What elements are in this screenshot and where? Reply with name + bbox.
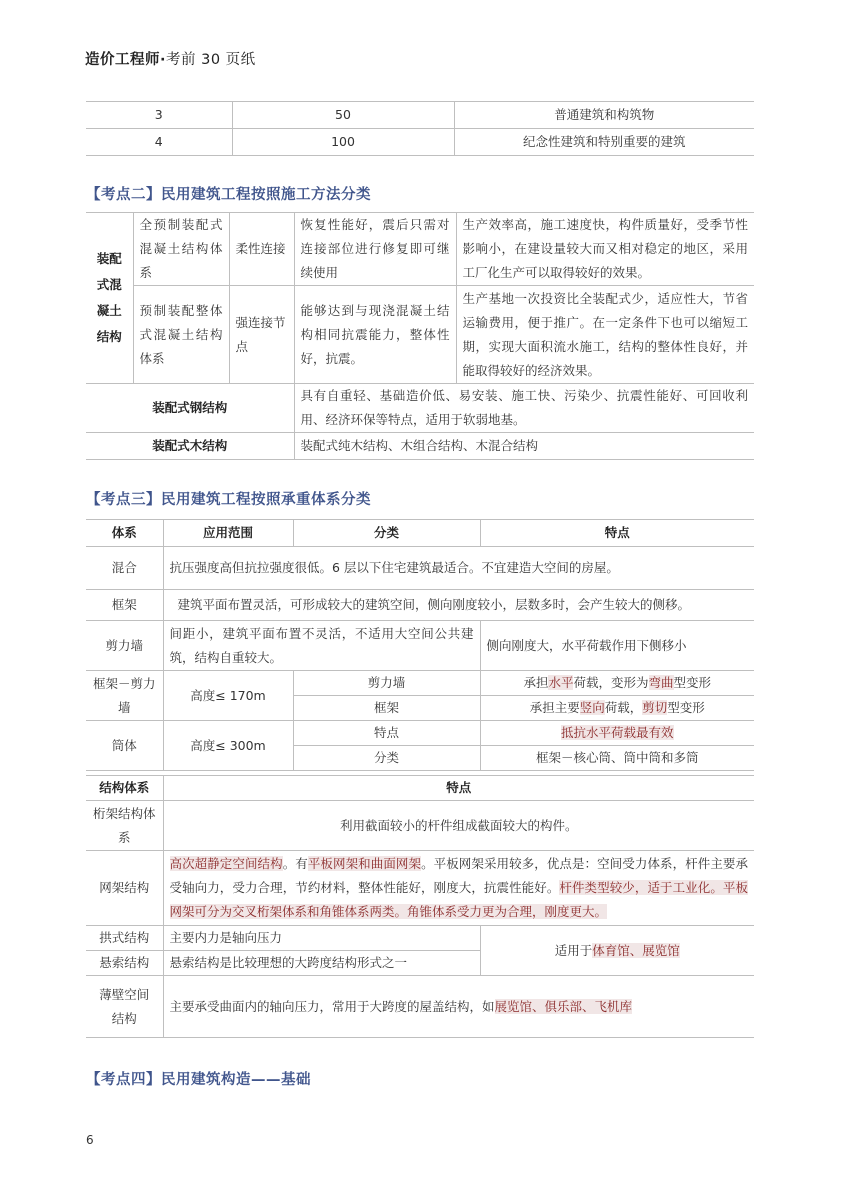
page-header <box>85 48 256 69</box>
highlight: 高次超静定空间结构 <box>169 856 283 871</box>
text: 。平板网架采用较多，优点是：空间受力体系，杆件主要承受轴向力，受力合理，节约材料，整体性能好，刚度大，抗震性能好。 <box>169 856 748 895</box>
structure-desc: 利用截面较小的杆件组成截面较大的构件。 <box>163 801 754 851</box>
highlight: 展览馆、俱乐部、飞机库 <box>494 998 633 1014</box>
section-title-2: 【考点二】民用建筑工程按照施工方法分类 <box>86 187 371 203</box>
table-row <box>86 721 754 746</box>
design-life-table <box>86 101 754 156</box>
col-header: 特点 <box>480 520 754 547</box>
highlight: 体育馆、展览馆 <box>592 942 680 958</box>
desc-cell: 普通建筑和构筑物 <box>454 102 754 129</box>
text: 适用于 <box>554 942 593 958</box>
desc-cell: 纪念性建筑和特别重要的建筑 <box>454 129 754 156</box>
text: 型变形 <box>667 700 705 715</box>
highlight: 水平 <box>548 675 574 690</box>
sub-type: 框架 <box>293 696 480 721</box>
header-subtitle: 考前 30 页纸 <box>166 52 256 68</box>
header-dot: · <box>160 52 167 68</box>
sub-feature: 框架－核心筒、筒中筒和多筒 <box>480 746 754 771</box>
table-row <box>86 213 754 286</box>
usage-cell <box>480 926 754 976</box>
system-feature: 侧向刚度大，水平荷载作用下侧移小 <box>480 621 754 671</box>
sub-type: 分类 <box>293 746 480 771</box>
range-cell: 高度≤ 300m <box>163 721 293 771</box>
group-label-line: 装配 <box>96 251 122 266</box>
connection-type: 柔性连接 <box>229 213 294 286</box>
years-cell: 100 <box>232 129 454 156</box>
sub-type: 特点 <box>293 721 480 746</box>
system-feature: 恢复性能好，震后只需对连接部位进行修复即可继续使用 <box>294 213 456 286</box>
system-name: 框架－剪力墙 <box>86 671 163 721</box>
col-header: 结构体系 <box>86 776 163 801</box>
structure-name: 网架结构 <box>86 851 163 926</box>
table-row <box>86 547 754 590</box>
sub-feature <box>480 721 754 746</box>
level-cell: 4 <box>86 129 232 156</box>
structure-name: 拱式结构 <box>86 926 163 951</box>
highlight: 弯曲 <box>648 675 674 690</box>
group-label-line: 结构 <box>96 329 122 344</box>
structure-name: 薄壁空间结构 <box>86 976 163 1038</box>
system-desc: 建筑平面布置灵活，可形成较大的建筑空间，侧向刚度较小，层数多时，会产生较大的侧移。 <box>163 590 754 621</box>
system-name: 筒体 <box>86 721 163 771</box>
highlight: 杆件类型较少，适于工业化。平板网架可分为交叉桁架体系和角锥体系两类。角锥体系受力更为合理，刚度更大。 <box>169 880 748 919</box>
sub-feature <box>480 671 754 696</box>
table-header-row <box>86 520 754 547</box>
structure-desc <box>163 976 754 1038</box>
page-number: 6 <box>86 1133 94 1147</box>
table-row <box>86 590 754 621</box>
steel-label: 装配式钢结构 <box>86 384 294 433</box>
highlight: 平板网架和曲面网架 <box>307 856 422 871</box>
text: 型变形 <box>673 675 712 690</box>
wood-label: 装配式木结构 <box>86 433 294 460</box>
table-row <box>86 926 754 951</box>
text: 荷载，变形为 <box>573 675 649 690</box>
system-name: 预制装配整体式混凝土结构体系 <box>133 286 229 384</box>
sub-feature <box>480 696 754 721</box>
table-row <box>86 976 754 1038</box>
connection-type: 强连接节点 <box>229 286 294 384</box>
system-name: 剪力墙 <box>86 621 163 671</box>
group-label <box>86 213 133 384</box>
steel-desc: 具有自重轻、基础造价低、易安装、施工快、污染少、抗震性能好、可回收利用、经济环保等特点，适用于软弱地基。 <box>294 384 754 433</box>
table-row <box>86 801 754 851</box>
years-cell: 50 <box>232 102 454 129</box>
col-header: 分类 <box>293 520 480 547</box>
structure-desc <box>163 851 754 926</box>
text: 承担 <box>523 675 549 690</box>
construction-method-table <box>86 212 754 460</box>
table-row <box>86 102 754 129</box>
system-desc: 间距小，建筑平面布置不灵活，不适用大空间公共建筑，结构自重较大。 <box>163 621 480 671</box>
system-name: 框架 <box>86 590 163 621</box>
col-header: 应用范围 <box>163 520 293 547</box>
section-title-4: 【考点四】民用建筑构造——基础 <box>86 1072 311 1088</box>
highlight: 竖向 <box>579 700 605 715</box>
text: 荷载， <box>604 700 643 715</box>
table-row <box>86 433 754 460</box>
system-advantage: 生产基地一次投资比全装配式少，适应性大，节省运输费用，便于推广。在一定条件下也可以缩短工期，实现大面积流水施工，结构的整体性良好，并能取得较好的经济效果。 <box>456 286 754 384</box>
structure-desc: 悬索结构是比较理想的大跨度结构形式之一 <box>163 951 480 976</box>
header-title: 造价工程师 <box>85 52 160 68</box>
structure-name: 桁架结构体系 <box>86 801 163 851</box>
group-label-line: 凝土 <box>96 303 122 318</box>
sub-type: 剪力墙 <box>293 671 480 696</box>
group-label-line: 式混 <box>96 277 122 292</box>
table-row <box>86 621 754 671</box>
structure-desc: 主要内力是轴向压力 <box>163 926 480 951</box>
section-title-3: 【考点三】民用建筑工程按照承重体系分类 <box>86 492 371 508</box>
wood-desc: 装配式纯木结构、木组合结构、木混合结构 <box>294 433 754 460</box>
table-row <box>86 286 754 384</box>
col-header: 特点 <box>163 776 754 801</box>
highlight: 抵抗水平荷载最有效 <box>560 725 674 740</box>
table-row <box>86 129 754 156</box>
table-row <box>86 671 754 696</box>
text: 主要承受曲面内的轴向压力，常用于大跨度的屋盖结构，如 <box>169 998 495 1014</box>
text: 。有 <box>282 856 308 871</box>
system-feature: 能够达到与现浇混凝土结构相同抗震能力，整体性好，抗震。 <box>294 286 456 384</box>
system-name: 全预制装配式混凝土结构体系 <box>133 213 229 286</box>
range-cell: 高度≤ 170m <box>163 671 293 721</box>
load-system-table <box>86 519 754 771</box>
system-desc: 抗压强度高但抗拉强度很低。6 层以下住宅建筑最适合。不宜建造大空间的房屋。 <box>163 547 754 590</box>
system-advantage: 生产效率高，施工速度快，构件质量好，受季节性影响小，在建设量较大而又相对稳定的地区，采用工厂化生产可以取得较好的效果。 <box>456 213 754 286</box>
structure-name: 悬索结构 <box>86 951 163 976</box>
table-row <box>86 384 754 433</box>
text: 承担主要 <box>529 700 580 715</box>
table-header-row <box>86 776 754 801</box>
level-cell: 3 <box>86 102 232 129</box>
space-structure-table <box>86 775 754 1038</box>
col-header: 体系 <box>86 520 163 547</box>
table-row <box>86 851 754 926</box>
system-name: 混合 <box>86 547 163 590</box>
highlight: 剪切 <box>642 700 668 715</box>
